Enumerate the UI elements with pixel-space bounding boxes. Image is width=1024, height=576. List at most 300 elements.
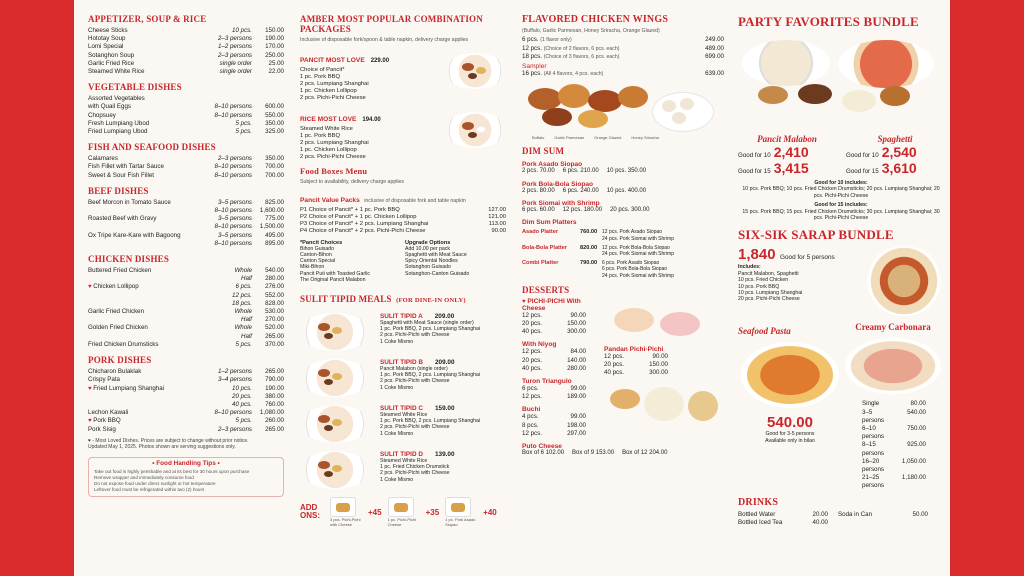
heart-icon: ♥ — [88, 284, 94, 291]
item-qty: 10 pcs. — [232, 27, 252, 34]
pack-name: P3 Choice of Pancit* + 2 pcs. Lumpiang Shanghai — [300, 221, 429, 228]
vegetable-list — [88, 95, 284, 136]
menu-item-row — [88, 368, 284, 376]
item-name: Lechon Kawali — [88, 409, 129, 417]
food-photo — [300, 359, 370, 397]
dimsum-option: 6 pcs. 210.00 — [562, 168, 599, 175]
item-name: Lomi Special — [88, 43, 124, 51]
menu-item-row — [88, 341, 284, 349]
qty: 12 pcs. — [522, 348, 542, 356]
item-price: 530.00 — [265, 308, 284, 316]
item-price — [258, 95, 284, 103]
qty: 21–25 persons — [862, 474, 885, 490]
item-price: 25.00 — [268, 59, 284, 67]
addon-item — [388, 497, 440, 527]
addon-photo — [330, 497, 356, 517]
sixsik-price: 1,840 — [738, 246, 776, 264]
price: 90.00 — [570, 311, 586, 319]
combo-line: Choice of Pancit* — [300, 67, 345, 74]
menu-item-row — [88, 267, 284, 275]
menu-item-row — [88, 35, 284, 43]
pancit-choices — [300, 240, 506, 283]
item-qty: 3–4 persons — [217, 376, 252, 384]
item-qty: 8–10 persons — [214, 163, 252, 171]
combo-price: 194.00 — [362, 117, 381, 124]
meal-line: 1 pc. Pork BBQ, 2 pcs. Lumpiang Shanghai — [380, 326, 481, 333]
item-price: 150.00 — [265, 27, 284, 34]
item-name — [88, 275, 210, 283]
combo-title: AMBER MOST POPULAR COMBINATION PACKAGES — [300, 14, 483, 34]
upgrades-list — [405, 252, 506, 277]
item-qty: 2–3 persons — [217, 425, 252, 433]
menu-item-row — [88, 103, 284, 111]
puto-prices — [522, 450, 724, 457]
meal-line: Pancit Malabon (single order) — [380, 366, 448, 373]
price-row — [522, 320, 604, 328]
pancit-value-note: inclusive of disposable fork and table napkin — [364, 197, 466, 204]
price: 189.00 — [567, 393, 586, 401]
meal-line: 1 Coke Mismo — [380, 384, 414, 391]
menu-item-row — [88, 385, 284, 393]
meal-line: 1 pc. Fried Chicken Drumstick — [380, 464, 450, 471]
qty: Single — [862, 400, 880, 408]
item-name: Fresh Lumpiang Ubod — [88, 119, 150, 127]
list-item: 10 pcs. Fried Chicken — [738, 277, 789, 284]
menu-item-row — [88, 128, 284, 136]
dessert-name: Pandan Pichi-Pichi — [604, 345, 664, 353]
spaghetti-price15: 3,610 — [881, 160, 917, 176]
tips-line: Leftover food must be refrigerated within two (2) hours — [94, 486, 205, 492]
menu-item-row — [88, 417, 284, 425]
wings-qty: 18 pcs. (Choice of 3 flavors, 6 pcs. each) — [522, 52, 620, 60]
sulit-title: SULIT TIPID MEALS — [300, 294, 392, 305]
seafood-pasta-good: Good for 3-5 persons — [765, 431, 815, 438]
price-row — [862, 441, 944, 457]
seafood-pasta-photo — [738, 340, 842, 410]
item-qty: 8–10 persons — [214, 171, 252, 179]
combo-pancit — [300, 49, 506, 102]
meal-line: 2 pcs. Pichi-Pichi with Cheese — [380, 332, 450, 339]
price-row — [862, 458, 944, 474]
dimsum-option: 10 pcs. 350.00 — [606, 168, 647, 175]
item-qty: 18 pcs. — [232, 299, 252, 307]
item-name — [88, 316, 210, 324]
item-price: 552.00 — [265, 291, 284, 299]
dimsum-option: 20 pcs. 300.00 — [610, 207, 650, 214]
qty: 40 pcs. — [604, 369, 624, 377]
wings-qty: 12 pcs. (Choice of 2 flavors, 6 pcs. each) — [522, 44, 620, 52]
item-price: 280.00 — [265, 275, 284, 283]
wing-flavor-label: Honey Sriracha — [631, 135, 659, 141]
item-name — [88, 223, 210, 231]
menu-item-row — [88, 43, 284, 51]
pork-list — [88, 368, 284, 434]
malabon-good10: Good for 10 — [738, 152, 771, 159]
inc15-text: 15 pcs. Pork BBQ; 15 pcs. Fried Chicken Drumsticks; 30 pcs. Lumpiang Shanghai; 30 pcs. Pichi-Pichi Cheese — [742, 208, 940, 222]
price: 99.00 — [570, 385, 586, 393]
dessert-prices — [522, 413, 604, 438]
item-name: Chicharon Bulaklak — [88, 368, 142, 376]
item-qty: 8–10 persons — [214, 111, 252, 119]
list-item: Miki-Bihon — [300, 264, 325, 271]
platter-name: Bola-Bola Platter — [522, 244, 568, 251]
sixsik-photo — [864, 246, 944, 316]
pasta-block — [738, 322, 944, 490]
sampler-name: Sampler — [522, 63, 547, 71]
meal-line: 2 pcs. Pichi-Pichi with Cheese — [380, 470, 450, 477]
item-name: Garlic Fried Rice — [88, 59, 135, 67]
list-item: Pancit Malabon, Spaghetti — [738, 270, 799, 277]
combo-line: 1 pc. Pork BBQ — [300, 74, 340, 81]
pack-price: 121.00 — [488, 214, 506, 221]
dessert-photo — [604, 381, 724, 433]
price: 150.00 — [649, 361, 668, 369]
wing-flavor-label: Buffalo — [532, 135, 545, 141]
choices-title: *Pancit Choices — [300, 239, 343, 246]
menu-item-row — [88, 324, 284, 332]
spaghetti-good15: Good for 15 — [846, 168, 879, 175]
food-photo — [300, 451, 370, 489]
addon-item — [445, 497, 497, 527]
dessert-name: With Niyog — [522, 341, 557, 349]
carbonara-photo — [842, 336, 944, 396]
item-qty: 3–5 persons — [217, 215, 252, 223]
item-price: 260.00 — [265, 417, 284, 425]
meal-title: SULIT TIPID A 209.00 — [380, 313, 455, 321]
pancit-value-title: Pancit Value Packs — [300, 196, 360, 204]
item-name: Calamares — [88, 155, 118, 163]
item-qty: 6 pcs. — [235, 283, 252, 291]
qty: 20 pcs. — [604, 361, 624, 369]
column-4 — [738, 14, 944, 576]
value-pack-row — [300, 207, 506, 214]
heart-icon: ♥ — [88, 385, 94, 392]
menu-item-row — [88, 240, 284, 248]
price-row — [522, 365, 604, 373]
item-qty: Half — [240, 316, 252, 324]
price-row — [862, 474, 944, 490]
item-name: Roasted Beef with Gravy — [88, 215, 157, 223]
list-item: 20 pcs. Pichi-Pichi Cheese — [738, 296, 800, 303]
list-item: Bihon Guisado — [300, 245, 335, 252]
meal-line: 1 Coke Mismo — [380, 338, 414, 345]
party-photo — [738, 34, 944, 130]
item-price: 190.00 — [265, 35, 284, 43]
spaghetti-price10: 2,540 — [881, 144, 917, 160]
price: 297.00 — [567, 429, 586, 437]
price: 750.00 — [907, 425, 926, 433]
item-qty: 12 pcs. — [232, 291, 252, 299]
item-qty: Whole — [234, 267, 252, 275]
qty: 4 pcs. — [522, 413, 539, 421]
platter-row — [522, 229, 724, 241]
item-qty: 5 pcs. — [235, 119, 252, 127]
combo-name: PANCIT MOST LOVE — [300, 57, 365, 65]
menu-item-row — [88, 172, 284, 180]
meal-title: SULIT TIPID B 209.00 — [380, 359, 455, 367]
menu-item-row — [88, 95, 284, 103]
sulit-meal — [300, 313, 506, 353]
dimsum-title: DIM SUM — [522, 146, 565, 157]
column-1 — [88, 14, 284, 576]
addon-price: +40 — [483, 507, 497, 517]
heart-icon: ♥ — [88, 418, 94, 425]
item-qty: Whole — [234, 324, 252, 332]
inc10-text: 10 pcs. Pork BBQ; 10 pcs. Fried Chicken Drumsticks; 20 pcs. Lumpiang Shanghai; 20 pcs. Pichi-Pichi Cheese — [742, 186, 940, 199]
qty: 12 pcs. — [522, 429, 542, 437]
platter-price: 760.00 — [580, 229, 598, 236]
sampler-row — [522, 70, 724, 78]
price: 540.00 — [907, 408, 926, 416]
item-price: 600.00 — [265, 103, 284, 111]
dessert-name: Turon Triangulo — [522, 378, 572, 386]
combo-price: 229.00 — [370, 58, 390, 65]
malabon-price15: 3,415 — [773, 160, 809, 176]
drink-name: Bottled Water — [738, 510, 776, 518]
qty: 20 pcs. — [522, 320, 542, 328]
party-title: PARTY FAVORITES BUNDLE — [738, 14, 919, 29]
menu-item-row — [88, 68, 284, 76]
menu-item-row — [88, 232, 284, 240]
item-price: 1,500.00 — [259, 223, 284, 231]
dimsum-option: 2 pcs. 70.00 — [522, 168, 555, 175]
item-price: 540.00 — [265, 267, 284, 275]
qty: 6–10 persons — [862, 425, 885, 441]
section-title-chicken: CHICKEN DISHES — [88, 254, 170, 265]
sixsik-good: Good for 5 persons — [780, 254, 835, 262]
meal-title: SULIT TIPID C 159.00 — [380, 405, 455, 413]
seafood-list — [88, 155, 284, 180]
combo-line: 2 pcs. Lumpiang Shanghai — [300, 140, 369, 147]
combo-line: 1 pc. Chicken Lollipop — [300, 88, 357, 95]
item-name: ♥ Chicken Lollipop — [88, 283, 139, 291]
pack-price: 127.00 — [488, 206, 506, 213]
menu-item-row — [88, 409, 284, 417]
item-price: 350.00 — [265, 119, 284, 127]
item-qty: single order — [219, 59, 252, 67]
price: 150.00 — [567, 320, 586, 328]
price-row — [522, 348, 604, 356]
item-name: Cheese Sticks — [88, 27, 128, 34]
item-qty: 20 pcs. — [232, 392, 252, 400]
item-price: 276.00 — [265, 283, 284, 291]
price: 925.00 — [907, 441, 926, 449]
menu-item-row — [88, 275, 284, 283]
sixsik-inc-title: Includes: — [738, 264, 761, 271]
qty: 8–15 persons — [862, 441, 885, 457]
item-qty: 8–10 persons — [214, 409, 252, 417]
platter-desc: 6 pcs. Pork Asado Siopao 6 pcs. Pork Bola-Bola Siopao 24 pcs. Pork Siomai with Shrimp — [602, 260, 674, 279]
dimsum-option: 12 pcs. 180.00 — [562, 207, 603, 214]
item-price: 775.00 — [265, 215, 284, 223]
item-name: ♥ Pork BBQ — [88, 417, 121, 425]
drinks-list — [738, 511, 944, 527]
menu-item-row — [88, 199, 284, 207]
wings-photo — [522, 82, 724, 140]
qty: 12 pcs. — [522, 311, 542, 319]
item-qty: 5 pcs. — [235, 340, 252, 348]
tips-title: • Food Handling Tips • — [152, 459, 220, 467]
seafood-pasta-note: Available only in bilao — [765, 437, 815, 444]
menu-item-row — [88, 401, 284, 409]
tips-line: Do not expose food under direct sunlight or hot temperature — [94, 480, 216, 486]
price: 198.00 — [567, 421, 586, 429]
spaghetti-prices — [846, 134, 944, 176]
menu-item-row — [88, 27, 284, 35]
price: 300.00 — [567, 328, 586, 336]
item-name: ♥ Fried Lumpiang Shanghai — [88, 384, 165, 392]
section-title-seafood: FISH AND SEAFOOD DISHES — [88, 142, 216, 153]
meal-line: 2 pcs. Pichi-Pichi with Cheese — [380, 378, 450, 385]
qty: 8 pcs. — [522, 421, 539, 429]
qty: 16–20 persons — [862, 457, 885, 474]
malabon-prices — [738, 134, 836, 176]
price-row — [522, 430, 604, 438]
menu-item-row — [88, 52, 284, 60]
item-name — [88, 300, 210, 308]
food-handling-tips — [88, 457, 284, 497]
item-name: Steamed White Rice — [88, 68, 145, 76]
item-qty: 5 pcs. — [235, 128, 252, 136]
price-row — [522, 357, 604, 365]
item-name: Fried Chicken Drumsticks — [88, 340, 159, 348]
menu-item-row — [88, 393, 284, 401]
appetizer-list — [88, 27, 284, 76]
price-row — [522, 328, 604, 336]
sulit-meals — [300, 313, 506, 491]
item-price: 828.00 — [265, 299, 284, 307]
item-name: Hototay Soup — [88, 35, 126, 43]
item-qty: 5 pcs. — [235, 417, 252, 425]
item-price: 270.00 — [265, 316, 284, 324]
drink-name: Soda in Can — [838, 510, 873, 518]
dessert-name: Puto Cheese — [522, 443, 562, 451]
footnote-updated: Updated May 1, 2025. Photos shown are serving suggestions only. — [88, 444, 236, 451]
sixsik-title: SIX-SIK SARAP BUNDLE — [738, 227, 894, 243]
qty: 6 pcs. — [522, 385, 539, 393]
column-2 — [300, 14, 506, 576]
price: 1,180.00 — [901, 474, 926, 482]
price-row — [522, 413, 604, 421]
dessert-prices — [522, 385, 604, 401]
price-row — [604, 353, 724, 361]
price-row — [604, 361, 724, 369]
platter-name: Asado Platter — [522, 229, 559, 236]
price-row — [862, 409, 944, 425]
qty: 12 pcs. — [522, 393, 542, 401]
meal-line: 2 pcs. Pichi-Pichi with Cheese — [380, 424, 450, 431]
menu-item-row — [88, 112, 284, 120]
combo-line: 1 pc. Pork BBQ — [300, 133, 340, 140]
section-title-pork: PORK DISHES — [88, 355, 152, 366]
value-pack-row — [300, 214, 506, 221]
puto-price: Box of 9 153.00 — [572, 450, 615, 457]
platter-price: 790.00 — [580, 260, 598, 267]
dimsum-name: Pork Bola-Bola Siopao — [522, 180, 594, 188]
addon-name: 1 pc. Pichi-Pichi Cheese — [387, 517, 417, 528]
platter-row — [522, 245, 724, 257]
puto-price: Box of 6 102.00 — [522, 450, 565, 457]
item-qty — [210, 95, 258, 103]
item-price: 520.00 — [265, 324, 284, 332]
item-name: Assorted Vegetables — [88, 95, 145, 103]
item-price: 1,600.00 — [259, 207, 284, 215]
list-item: Sotanghon Guisado — [405, 264, 451, 271]
item-price: 700.00 — [265, 163, 284, 171]
footnote: ♥ - Most Loved Dishes. Prices are subject to change without prior notice. — [88, 437, 249, 444]
list-item: Canton Special — [300, 258, 336, 265]
item-price: 265.00 — [265, 332, 284, 340]
addons-label: ADD ONS: — [300, 503, 320, 521]
seafood-pasta-name: Seafood Pasta — [738, 326, 791, 337]
item-price: 790.00 — [265, 376, 284, 384]
menu-item-row — [88, 333, 284, 341]
dimsum-name: Pork Siomai with Shrimp — [522, 200, 600, 208]
dimsum-option: 10 pcs. 400.00 — [606, 187, 647, 194]
meal-title: SULIT TIPID D 139.00 — [380, 451, 455, 459]
price: 99.00 — [570, 413, 586, 421]
item-qty: 2–3 persons — [217, 155, 252, 163]
combo-line: 2 pcs. Lumpiang Shanghai — [300, 81, 369, 88]
item-qty: 8–10 persons — [214, 103, 252, 111]
platter-title: Dim Sum Platters — [522, 219, 577, 227]
menu-item-row — [88, 215, 284, 223]
addon-photo — [445, 497, 471, 517]
combo-rice — [300, 108, 506, 161]
item-name: with Quail Eggs — [88, 103, 131, 111]
price-row — [522, 422, 604, 430]
qty: 40 pcs. — [522, 364, 542, 372]
sulit-note: (FOR DINE-IN ONLY) — [396, 297, 466, 305]
price: 300.00 — [649, 369, 668, 377]
menu-item-row — [88, 292, 284, 300]
pack-name: P1 Choice of Pancit* + 1 pc. Pork BBQ — [300, 206, 400, 213]
item-qty: 10 pcs. — [232, 384, 252, 392]
value-pack-row — [300, 228, 506, 235]
sampler-price: 639.00 — [705, 70, 724, 78]
item-price: 895.00 — [265, 239, 284, 247]
meal-line: 1 pc. Pork BBQ, 2 pcs. Lumpiang Shanghai — [380, 372, 481, 379]
tips-line: Take out food is highly perishable and at its best for 30 hours upon purchase — [94, 468, 250, 474]
price-row — [862, 425, 944, 441]
section-title-vegetable: VEGETABLE DISHES — [88, 82, 182, 93]
food-boxes-subtitle: Subject to availability, delivery charge applies — [300, 179, 404, 186]
menu-item-row — [88, 426, 284, 434]
price: 140.00 — [567, 356, 586, 364]
chicken-list — [88, 267, 284, 349]
item-qty: 2–3 persons — [217, 51, 252, 59]
item-price: 350.00 — [265, 155, 284, 163]
wings-list — [522, 36, 724, 61]
item-qty: single order — [219, 68, 252, 76]
section-title-beef: BEEF DISHES — [88, 185, 149, 196]
wings-row — [522, 36, 724, 44]
inc15-title: Good for 15 includes: — [814, 202, 868, 209]
dessert-prices — [522, 312, 604, 337]
menu-sheet — [74, 0, 950, 576]
item-price: 170.00 — [265, 43, 284, 51]
item-price: 1,080.00 — [259, 409, 284, 417]
dessert-name: Buchi — [522, 406, 541, 414]
addon-photo — [388, 497, 414, 517]
item-name — [88, 401, 210, 409]
sulit-meal — [300, 405, 506, 445]
list-item: Canton-Bihon — [300, 252, 332, 259]
list-item: The Original Pancit Malabon — [300, 276, 366, 283]
combo-line: 2 pcs. Pichi-Pichi Cheese — [300, 95, 366, 102]
spaghetti-good10: Good for 10 — [846, 152, 879, 159]
item-name: Ox Tripe Kare-Kare with Bagoong — [88, 231, 181, 239]
